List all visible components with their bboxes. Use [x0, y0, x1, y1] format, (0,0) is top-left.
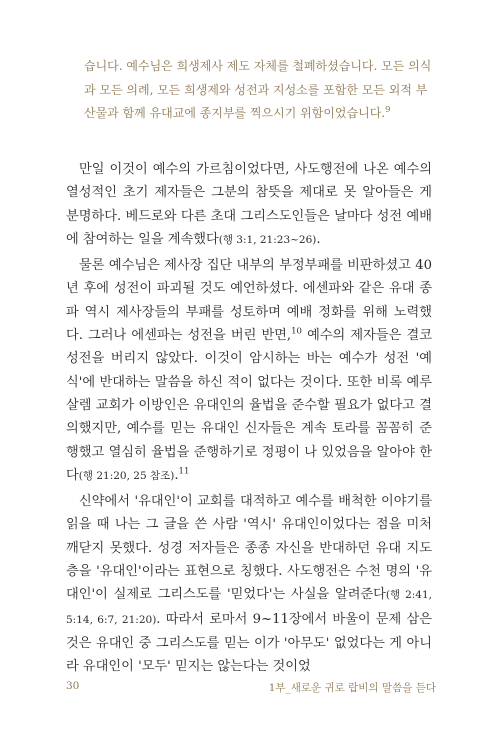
paragraph-2	[66, 254, 432, 488]
paragraph-3-text-b: . 따라서 로마서 9~11장에서 바울이 문제 삼은 것은 유대인 중 그리스도를 믿는 이가 '아무도' 없었다는 게 아니라 유대인이 '모두' 믿지는 않는다는 것이었	[66, 611, 433, 675]
paragraph-3	[66, 490, 432, 678]
scripture-reference: (행 3:1, 21:23~26)	[218, 233, 317, 246]
block-quote	[84, 55, 432, 126]
page-footer	[66, 680, 436, 695]
footnote-marker-11[interactable]: 11	[178, 466, 190, 477]
paragraph-2-end: .	[174, 467, 179, 483]
paragraph-2-text-b: 예수의 제자들은 결코 성전을 버리지 않았다. 이것이 암시하는 바는 예수가 성전 '예식'에 반대하는 말씀을 하신 적이 없다는 것이다. 또한 비록 예루살렘 교회가 이방인은 유대인의 율법을 준수할 필요가 없다고 결의했지만, 예수를 믿는 유대인 신자들은 계속 토라를 꼼꼼히 준행했고 열심히 율법을 준행하기로 정평이 나 있었음을 알아야 한다	[66, 328, 432, 483]
paragraph-3-text-a: 신약에서 '유대인'이 교회를 대적하고 예수를 배척한 이야기를 읽을 때 나는 그 글을 쓴 사람 '역시' 유대인이었다는 점을 미처 깨닫지 못했다. 성경 저자들은 종종 자신을 반대하던 유대 지도층을 '유대인'이라는 표현으로 칭했다. 사도행전은 수천 명의 '유대인'이 실제로 그리스도를 '믿었다'는 사실을 알려준다	[66, 494, 432, 603]
scripture-reference: (행 21:20, 25 참조)	[78, 469, 175, 482]
scripture-reference: (행 2:41, 5:14, 6:7, 21:20)	[66, 589, 432, 626]
paragraph-1	[66, 158, 432, 252]
paragraph-1-end: .	[316, 231, 321, 247]
footnote-marker-9[interactable]: 9	[385, 105, 391, 115]
footnote-marker-10[interactable]: 10	[291, 326, 302, 337]
page-number: 30	[66, 680, 80, 692]
running-title: 1부_새로운 귀로 랍비의 말씀을 듣다	[268, 682, 436, 694]
paragraph-2-text-a: 물론 예수님은 제사장 집단 내부의 부정부패를 비판하셨고 40년 후에 성전이 파괴될 것도 예언하셨다. 에센파와 같은 유대 종파 역시 제사장들의 부패를 성토하며 예배 정화를 위해 노력했다. 그러나 에센파는 성전을 버린 반면,	[66, 258, 432, 344]
paragraph-1-text: 만일 이것이 예수의 가르침이었다면, 사도행전에 나온 예수의 열성적인 초기 제자들은 그분의 참뜻을 제대로 못 알아들은 게 분명하다. 베드로와 다른 초대 그리스도인들은 날마다 성전 예배에 참여하는 일을 계속했다	[66, 162, 432, 247]
body-text	[66, 158, 432, 679]
quote-text: 습니다. 예수님은 희생제사 제도 자체를 철폐하셨습니다. 모든 의식과 모든 의례, 모든 희생제와 성전과 지성소를 포함한 모든 외적 부산물과 함께 유대교에 종지부를 찍으시기 위함이었습니다.	[84, 59, 432, 120]
